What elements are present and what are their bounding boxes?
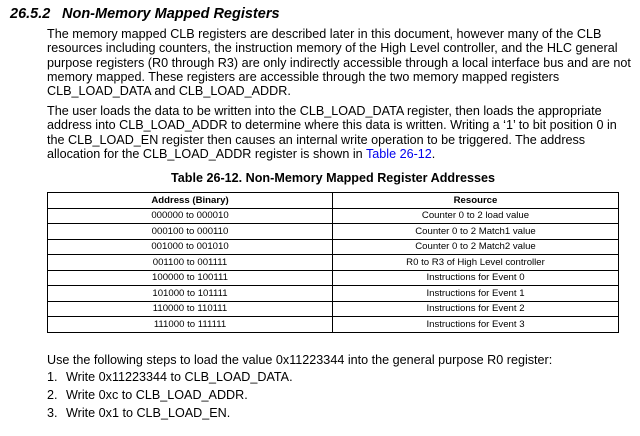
step-text: Write 0x11223344 to CLB_LOAD_DATA.: [66, 370, 293, 384]
resource-cell: Instructions for Event 3: [333, 317, 619, 333]
step-number: 3.: [47, 406, 58, 420]
header-resource: Resource: [333, 193, 619, 209]
address-cell: 000000 to 000010: [48, 208, 333, 224]
table-row: [48, 301, 619, 317]
table-row: [48, 208, 619, 224]
step-text: Write 0x1 to CLB_LOAD_EN.: [66, 406, 231, 420]
section-number: 26.5.2: [10, 6, 51, 22]
address-cell: 101000 to 101111: [48, 286, 333, 302]
table-header-row: [48, 193, 619, 209]
section-title: Non-Memory Mapped Registers: [62, 6, 280, 22]
resource-cell: R0 to R3 of High Level controller: [333, 255, 619, 271]
list-item: [47, 388, 293, 406]
table-row: [48, 317, 619, 333]
table-row: [48, 255, 619, 271]
resource-cell: Instructions for Event 1: [333, 286, 619, 302]
table-row: [48, 239, 619, 255]
paragraph-load-procedure-text: The user loads the data to be written into the CLB_LOAD_DATA register, then loads the appropriate address into CLB_LOAD_ADDR to determine where this data is written. Writing a ‘1’ to bit position 0 in the CLB_LOAD_EN register then causes an internal write operation to be triggered. The address allocation for the CLB_LOAD_ADDR register is shown in: [47, 104, 617, 161]
table-row: [48, 286, 619, 302]
table-caption: Table 26-12. Non-Memory Mapped Register Addresses: [170, 171, 496, 185]
paragraph-memory-mapped-overview: The memory mapped CLB registers are described later in this document, however many of the CLB resources including counters, the instruction memory of the High Level controller, and the HLC general purpose registers (R0 through R3) are only indirectly accessible through a local interface bus and are not memory mapped. These registers are accessible through the two memory mapped registers CLB_LOAD_DATA and CLB_LOAD_ADDR.: [47, 27, 631, 99]
resource-cell: Counter 0 to 2 Match1 value: [333, 224, 619, 240]
header-address: Address (Binary): [48, 193, 333, 209]
paragraph-load-procedure-end: .: [431, 146, 436, 161]
step-text: Write 0xc to CLB_LOAD_ADDR.: [66, 388, 248, 402]
table-row: [48, 224, 619, 240]
list-item: [47, 370, 293, 388]
steps-intro: Use the following steps to load the value 0x11223344 into the general purpose R0 register:: [47, 353, 553, 367]
steps-list: [47, 370, 293, 424]
resource-cell: Counter 0 to 2 load value: [333, 208, 619, 224]
step-number: 1.: [47, 370, 58, 384]
register-address-table: [47, 192, 619, 333]
table-row: [48, 270, 619, 286]
address-cell: 000100 to 000110: [48, 224, 333, 240]
resource-cell: Counter 0 to 2 Match2 value: [333, 239, 619, 255]
resource-cell: Instructions for Event 2: [333, 301, 619, 317]
paragraph-load-procedure: [47, 104, 635, 161]
address-cell: 001100 to 001111: [48, 255, 333, 271]
address-cell: 001000 to 001010: [48, 239, 333, 255]
step-number: 2.: [47, 388, 58, 402]
address-cell: 110000 to 110111: [48, 301, 333, 317]
list-item: [47, 406, 293, 424]
section-heading: [10, 6, 280, 22]
table-cross-reference-link[interactable]: Table 26-12: [365, 146, 432, 161]
resource-cell: Instructions for Event 0: [333, 270, 619, 286]
address-cell: 100000 to 100111: [48, 270, 333, 286]
address-cell: 111000 to 111111: [48, 317, 333, 333]
